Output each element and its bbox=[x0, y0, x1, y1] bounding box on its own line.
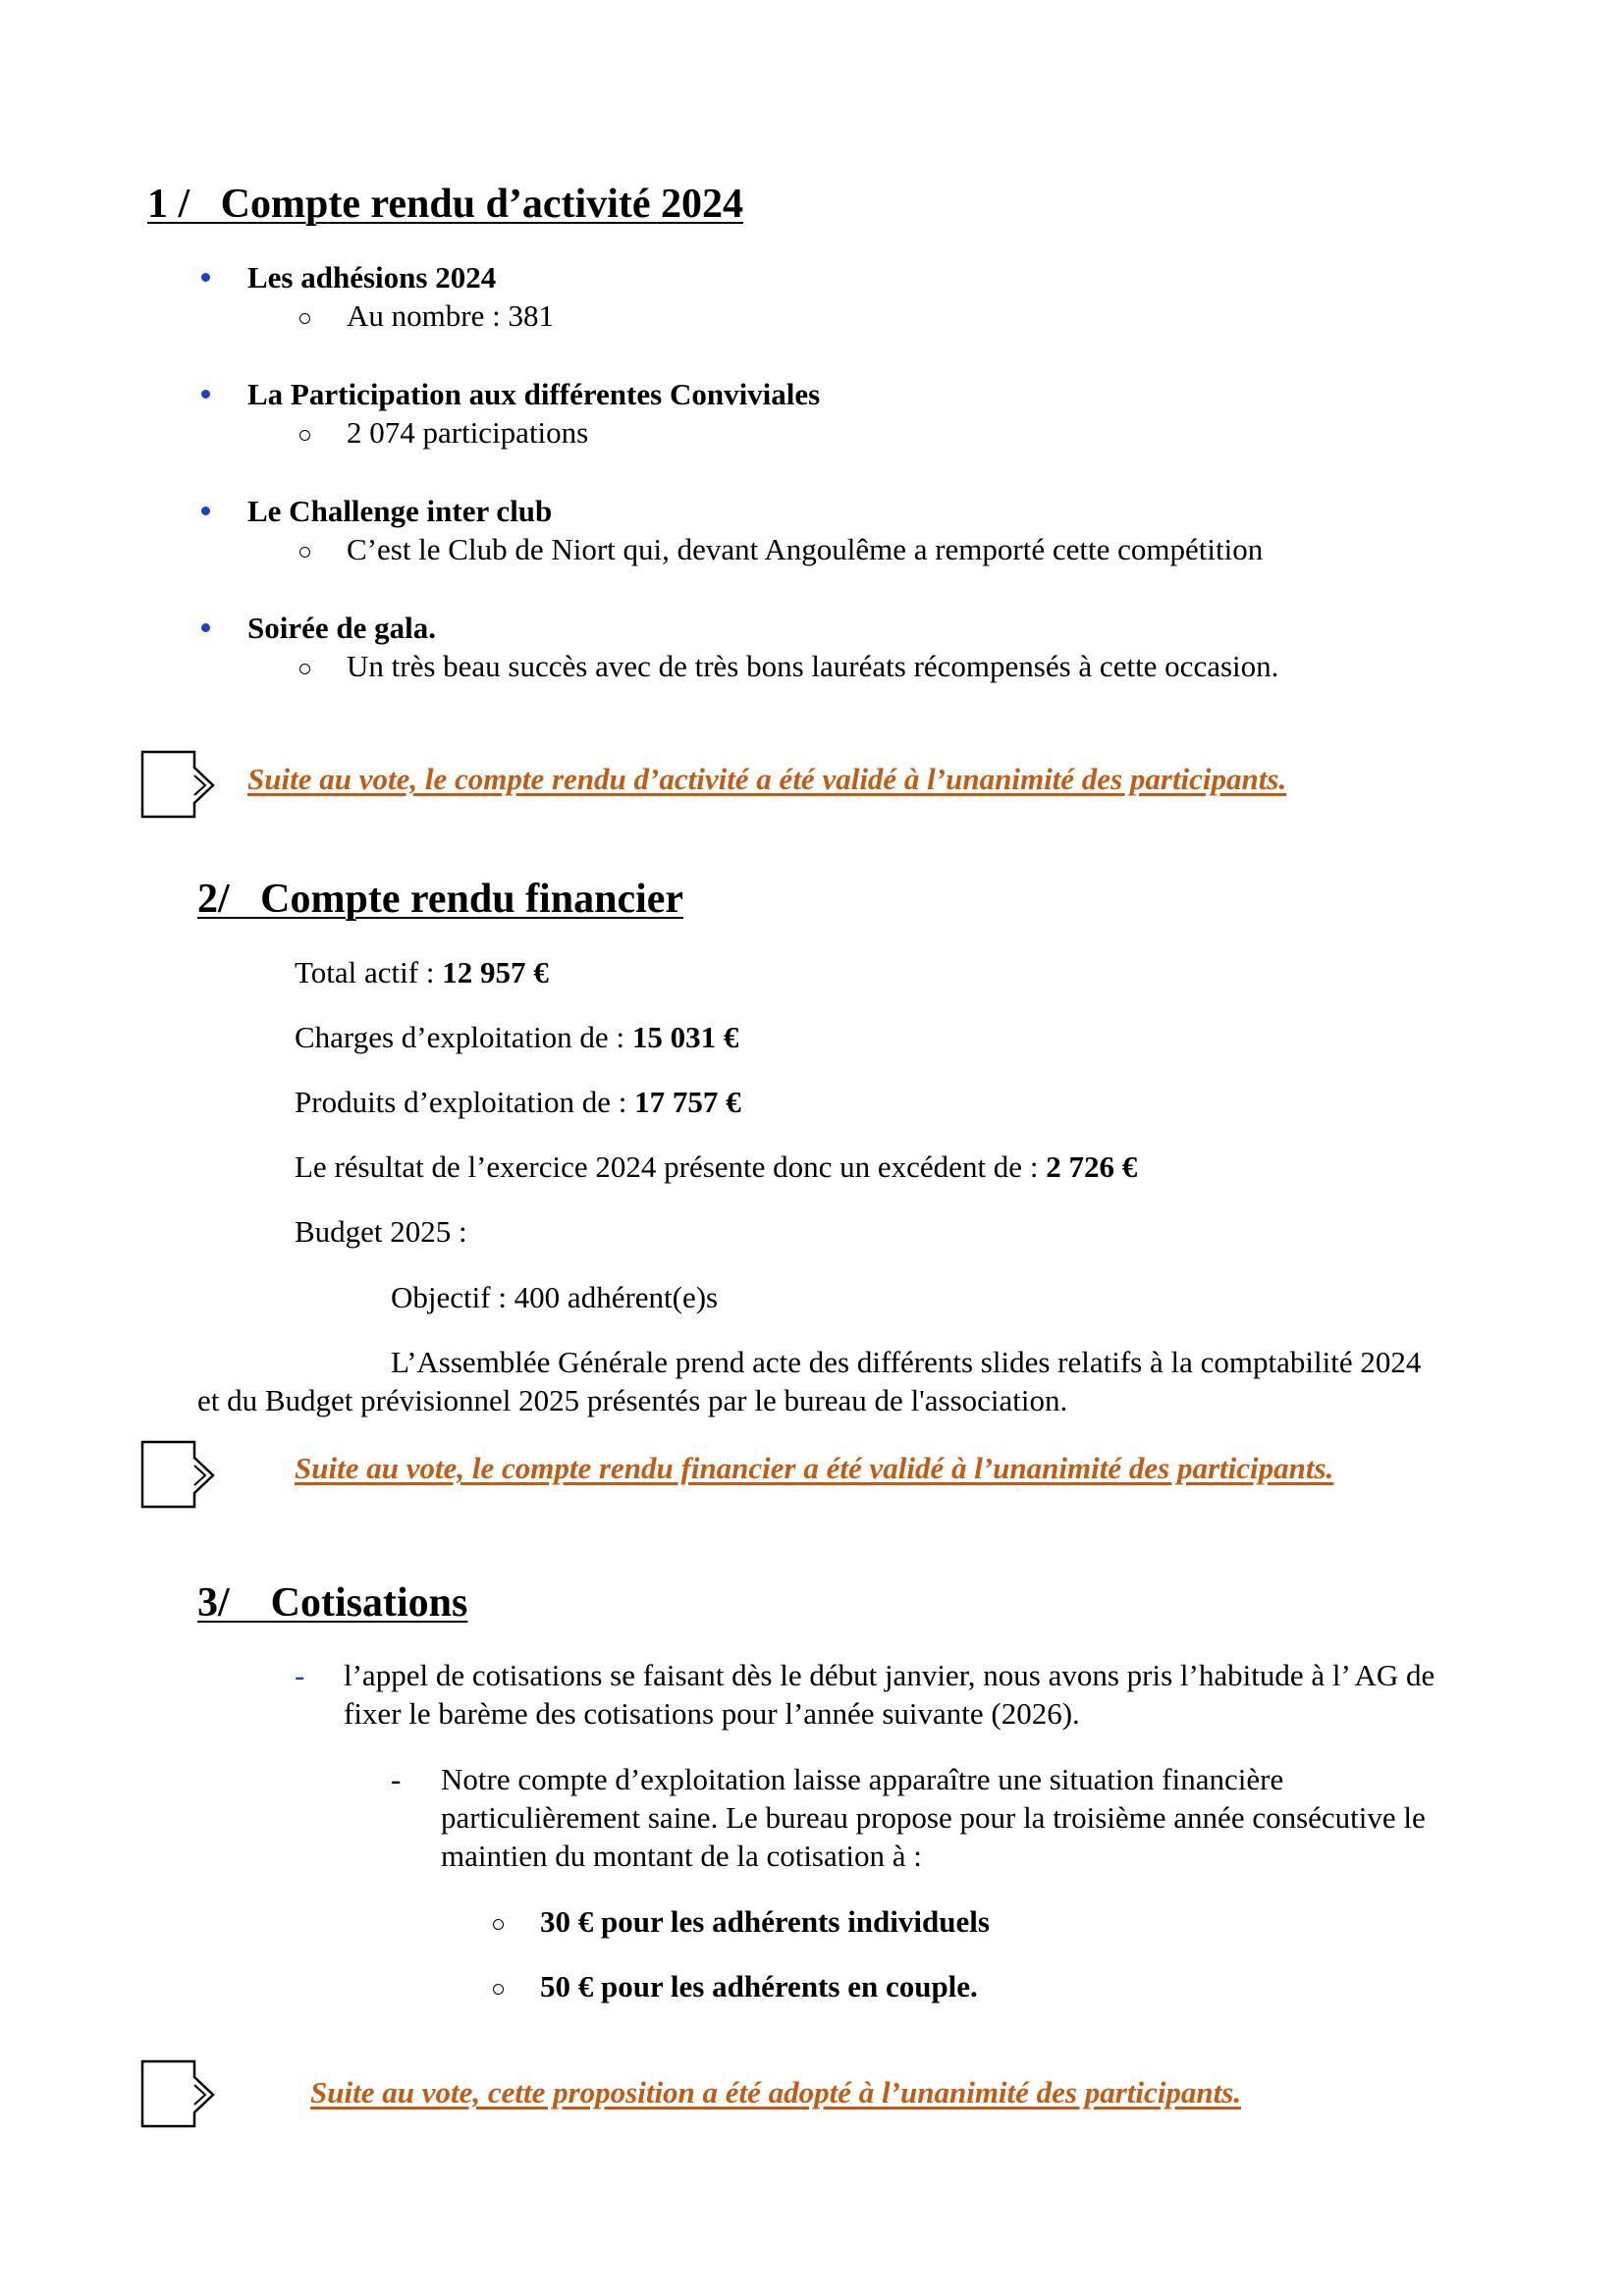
charges-label: Charges d’exploitation de : bbox=[295, 1020, 632, 1054]
paragraph-line-1: L’Assemblée Générale prend acte des différents slides relatifs à la comptabilité 2024 bbox=[391, 1345, 1422, 1379]
circle-bullet bbox=[299, 430, 310, 441]
objectif: Objectif : 400 adhérent(e)s bbox=[391, 1280, 719, 1314]
item-challenge-sub: C’est le Club de Niort qui, devant Angoulême a remporté cette compétition bbox=[347, 532, 1264, 566]
section1-vote-result: Suite au vote, le compte rendu d’activité a été validé à l’unanimité des participants. bbox=[247, 762, 1287, 796]
resultat-line bbox=[295, 1151, 1137, 1182]
bullet-dot bbox=[201, 390, 210, 399]
paragraph-line-2: et du Budget prévisionnel 2025 présentés par le bureau de l'association. bbox=[197, 1383, 1068, 1417]
section3-vote-result: Suite au vote, cette proposition a été adopté à l’unanimité des participants. bbox=[310, 2075, 1242, 2109]
section2-title: 2/ Compte rendu financier bbox=[197, 877, 684, 922]
total-actif-line bbox=[295, 957, 549, 988]
dash-bullet: - bbox=[295, 1658, 305, 1692]
circle-bullet bbox=[299, 664, 310, 674]
total-actif-label: Total actif : bbox=[295, 955, 443, 989]
item-adhesions-label: Les adhésions 2024 bbox=[247, 260, 497, 294]
dash2-line-2: particulièrement saine. Le bureau propose pour la troisième année consécutive le bbox=[441, 1800, 1426, 1835]
item-participation-label: La Participation aux différentes Conviviales bbox=[247, 377, 821, 411]
charges-line bbox=[295, 1022, 738, 1052]
dash1-line-2: fixer le barème des cotisations pour l’année suivante (2026). bbox=[344, 1696, 1080, 1731]
resultat-value: 2 726 € bbox=[1046, 1149, 1138, 1184]
produits-label: Produits d’exploitation de : bbox=[295, 1085, 635, 1119]
dash2-line-3: maintien du montant de la cotisation à : bbox=[441, 1839, 922, 1873]
item-challenge-label: Le Challenge inter club bbox=[247, 494, 553, 528]
rate-couple: 50 € pour les adhérents en couple. bbox=[540, 1969, 978, 2003]
rate-individuel: 30 € pour les adhérents individuels bbox=[540, 1904, 990, 1939]
item-participation-sub: 2 074 participations bbox=[347, 415, 589, 450]
item-gala-label: Soirée de gala. bbox=[247, 611, 436, 645]
section3-title: 3/ Cotisations bbox=[197, 1580, 468, 1626]
circle-bullet bbox=[493, 1984, 504, 1995]
budget-label: Budget 2025 : bbox=[295, 1214, 467, 1249]
circle-bullet bbox=[299, 313, 310, 324]
bullet-dot bbox=[201, 623, 210, 632]
circle-bullet bbox=[299, 547, 310, 558]
arrow-icon bbox=[140, 1440, 217, 1509]
dash-bullet: - bbox=[391, 1762, 402, 1796]
dash2-line-1: Notre compte d’exploitation laisse apparaître une situation financière bbox=[441, 1762, 1284, 1796]
total-actif-value: 12 957 € bbox=[442, 955, 549, 989]
resultat-label: Le résultat de l’exercice 2024 présente donc un excédent de : bbox=[295, 1149, 1047, 1184]
dash1-line-1: l’appel de cotisations se faisant dès le début janvier, nous avons pris l’habitude à l’ AG de bbox=[344, 1658, 1435, 1692]
circle-bullet bbox=[493, 1919, 504, 1930]
bullet-dot bbox=[201, 507, 210, 515]
section2-vote-result: Suite au vote, le compte rendu financier a été validé à l’unanimité des participants. bbox=[295, 1451, 1334, 1485]
item-gala-sub: Un très beau succès avec de très bons lauréats récompensés à cette occasion. bbox=[347, 649, 1279, 683]
charges-value: 15 031 € bbox=[631, 1020, 739, 1054]
produits-line bbox=[295, 1087, 741, 1117]
produits-value: 17 757 € bbox=[634, 1085, 741, 1119]
item-adhesions-sub: Au nombre : 381 bbox=[347, 298, 554, 333]
arrow-icon bbox=[140, 2059, 217, 2128]
section1-title: 1 / Compte rendu d’activité 2024 bbox=[147, 182, 744, 227]
arrow-icon bbox=[140, 750, 217, 819]
bullet-dot bbox=[201, 273, 210, 282]
